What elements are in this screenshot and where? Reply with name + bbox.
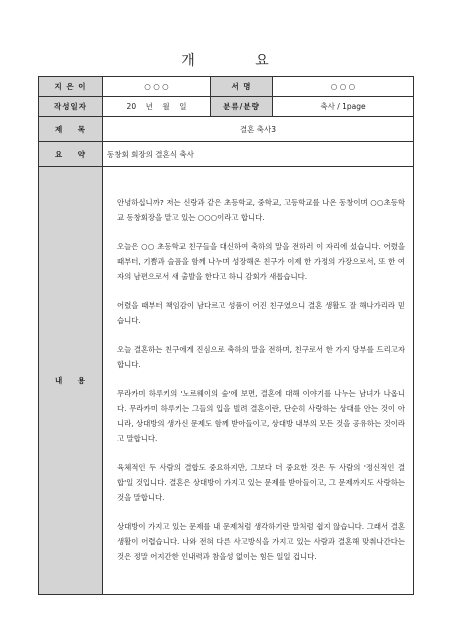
paragraph-4: 오늘 결혼하는 친구에게 진심으로 축하의 말을 전하며, 친구로서 한 가지 당부를 드리고자 합니다. [117,345,405,369]
signature-value: ○ ○ ○ [273,77,414,97]
category-value: 축사 / 1page [273,97,414,117]
document-title: 개 요 [181,53,297,69]
summary-value: 동창회 회장의 결혼식 축사 [103,142,414,167]
date-row [39,97,414,117]
date-value: 20 년 월 일 [103,97,211,117]
paragraph-1: 안녕하십니까? 저는 신랑과 같은 초등학교, 중학교, 고등학교를 나온 동창이며 ○○초등학교 동창회장을 맡고 있는 ○○○이라고 합니다. [117,198,405,222]
paragraph-6: 육체적인 두 사람의 결합도 중요하지만, 그보다 더 중요한 것은 두 사람의 '정신적인 결합'일 것입니다. 결혼은 상대방이 가지고 있는 문제를 받아들이고, 그 문제까지도 사랑하는 것을 말합니다. [117,463,405,502]
paragraph-2: 오늘은 ○○ 초등학교 친구들을 대신하여 축하의 말을 전하러 이 자리에 섰습니다. 어렸을 때부터, 기쁨과 슬픔을 함께 나누며 성장해온 친구가 이제 한 가정의 가장으로서, 또 한 여자의 남편으로서 새 출발을 한다고 하니 감회가 새롭습니다. [117,242,405,281]
author-value: ○ ○ ○ [103,77,211,97]
category-label: 분류/분량 [211,97,273,117]
paragraph-7: 상대방이 가지고 있는 문제를 내 문제처럼 생각하기란 말처럼 쉽지 않습니다. 그래서 결혼 생활이 어렵습니다. 나와 전혀 다른 사고방식을 가지고 있는 사람과 결혼해 맞춰나간다는 것은 정말 어지간한 인내력과 참을성 없이는 힘든 일일 겁니다. [117,522,405,561]
subject-row [39,117,414,142]
paragraph-3: 어렸을 때부터 책임감이 남다르고 성품이 어진 친구였으니 결혼 생활도 잘 해나가리라 믿습니다. [117,301,405,325]
subject-value: 결혼 축사3 [103,117,414,142]
author-row [39,77,414,97]
subject-label: 제 목 [39,117,103,142]
summary-row [39,142,414,167]
date-label: 작성일자 [39,97,103,117]
content-row [39,167,414,595]
content-label: 내 용 [39,167,103,595]
summary-form-table [38,76,414,595]
signature-label: 서 명 [211,77,273,97]
content-cell [103,167,414,595]
author-label: 지 은 이 [39,77,103,97]
speech-body [103,167,413,564]
summary-label: 요 약 [39,142,103,167]
paragraph-5: 무라카미 하루키의 '노르웨이의 숲'에 보면, 결혼에 대해 이야기를 나누는 남녀가 나옵니다. 무라카미 하루키는 그들의 입을 빌려 결혼이란, 단순히 사랑하는 상대를 안는 것이 아니라, 상대방의 생가신 문제도 함께 받아들이고, 상대방 내부의 모든 것을 공유하는 것이라고 말합니다. [117,389,405,443]
